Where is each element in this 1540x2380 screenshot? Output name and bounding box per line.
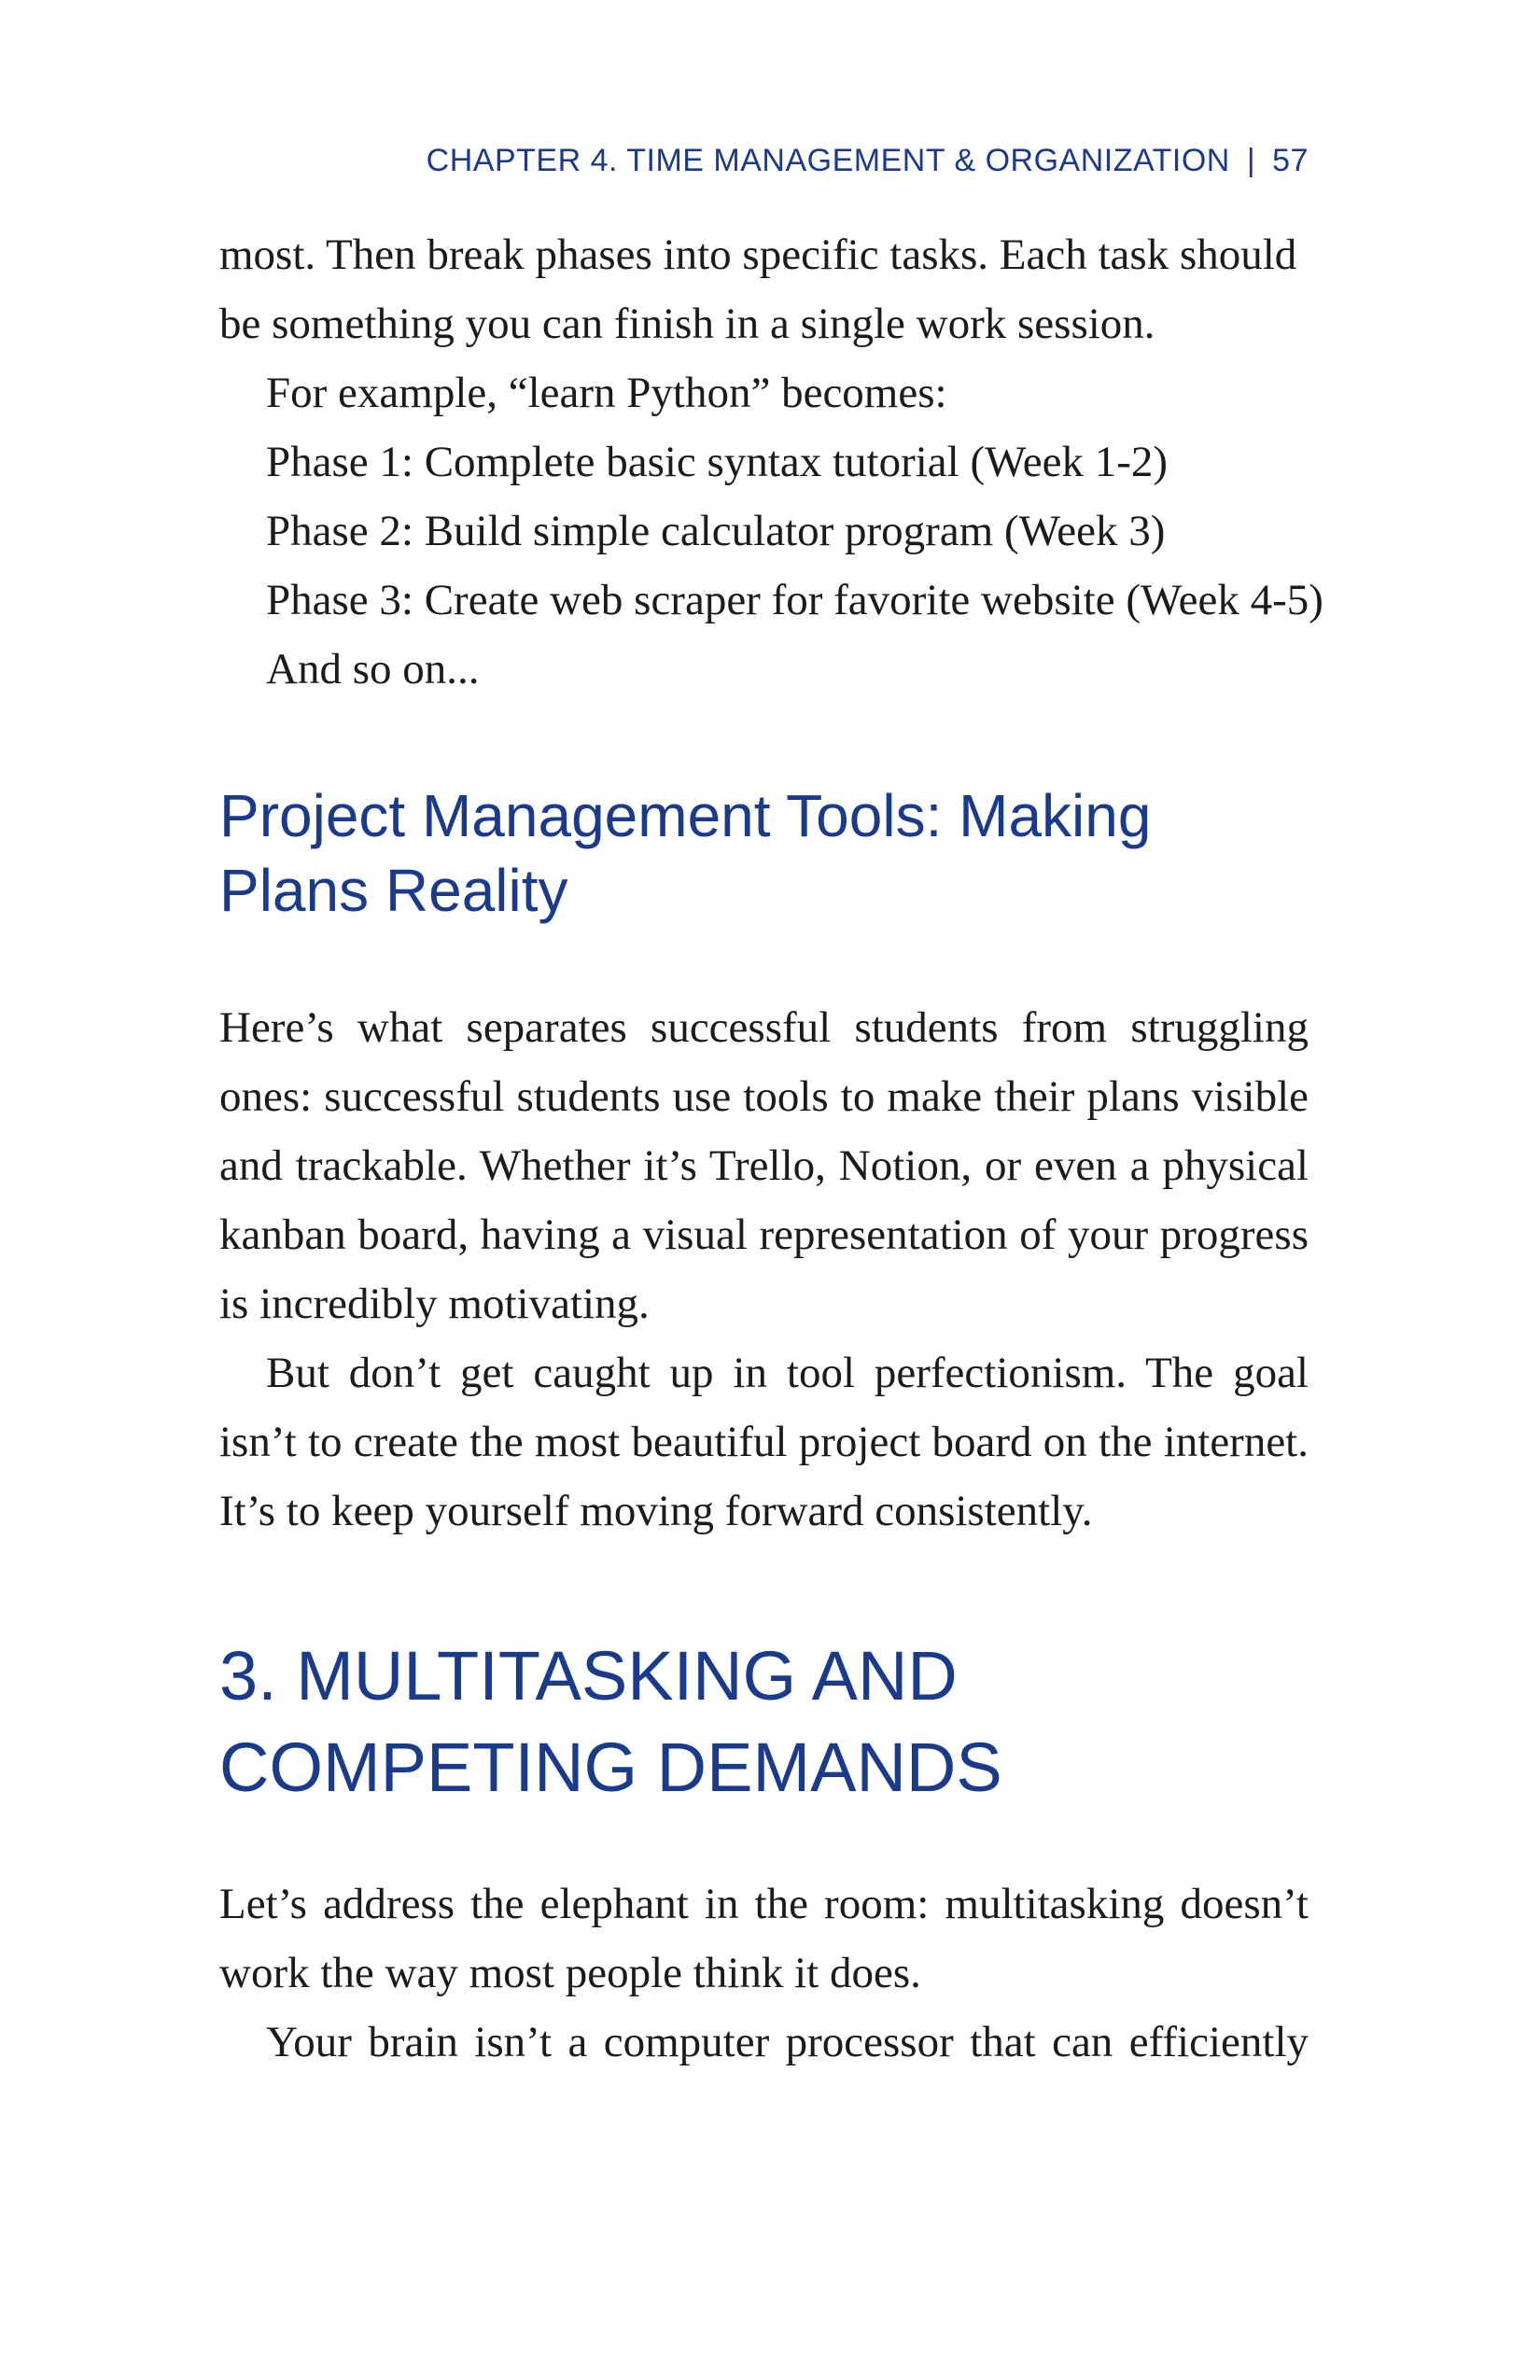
example-lead: For example, “learn Python” becomes: (266, 369, 947, 417)
chapter-title: CHAPTER 4. TIME MANAGEMENT & ORGANIZATION (426, 143, 1230, 178)
paragraph: Let’s address the elephant in the room: multitasking doesn’t work the way most people think it does. (219, 1880, 1309, 1997)
multitasking-body (219, 1869, 1309, 2077)
paragraph: But don’t get caught up in tool perfectionism. The goal isn’t to create the most beautiful project board on the internet. It’s to keep yourself moving forward consistently. (219, 1349, 1309, 1535)
section-heading-project-management: Project Management Tools: Making Plans Reality (219, 782, 1152, 924)
paragraph-line: be something you can finish in a single work session. (219, 300, 1155, 348)
paragraph-line: most. Then break phases into specific tasks. Each task should (219, 231, 1297, 279)
page-number: 57 (1272, 143, 1309, 178)
header-separator: | (1246, 143, 1256, 178)
phase-item: Phase 1: Complete basic syntax tutorial (Week 1-2) (266, 438, 1169, 486)
paragraph: Here’s what separates successful students from struggling ones: successful students use tools to make their plans visible and trackable. Whether it’s Trello, Notion, or even a physical kanban board, having a visual representation of your progress is incredibly motivating. (219, 1003, 1309, 1328)
phase-item: Phase 3: Create web scraper for favorite website (Week 4-5) (266, 576, 1323, 624)
section-heading-multitasking: 3. MULTITASKING AND COMPETING DEMANDS (219, 1637, 1002, 1806)
project-management-body (219, 993, 1309, 1546)
intro-block (219, 220, 1323, 704)
phase-item: Phase 2: Build simple calculator program (Week 3) (266, 507, 1166, 555)
and-so-on-line: And so on... (266, 645, 480, 693)
paragraph: Your brain isn’t a computer processor that can efficiently (266, 2018, 1309, 2066)
running-header (427, 143, 1309, 179)
